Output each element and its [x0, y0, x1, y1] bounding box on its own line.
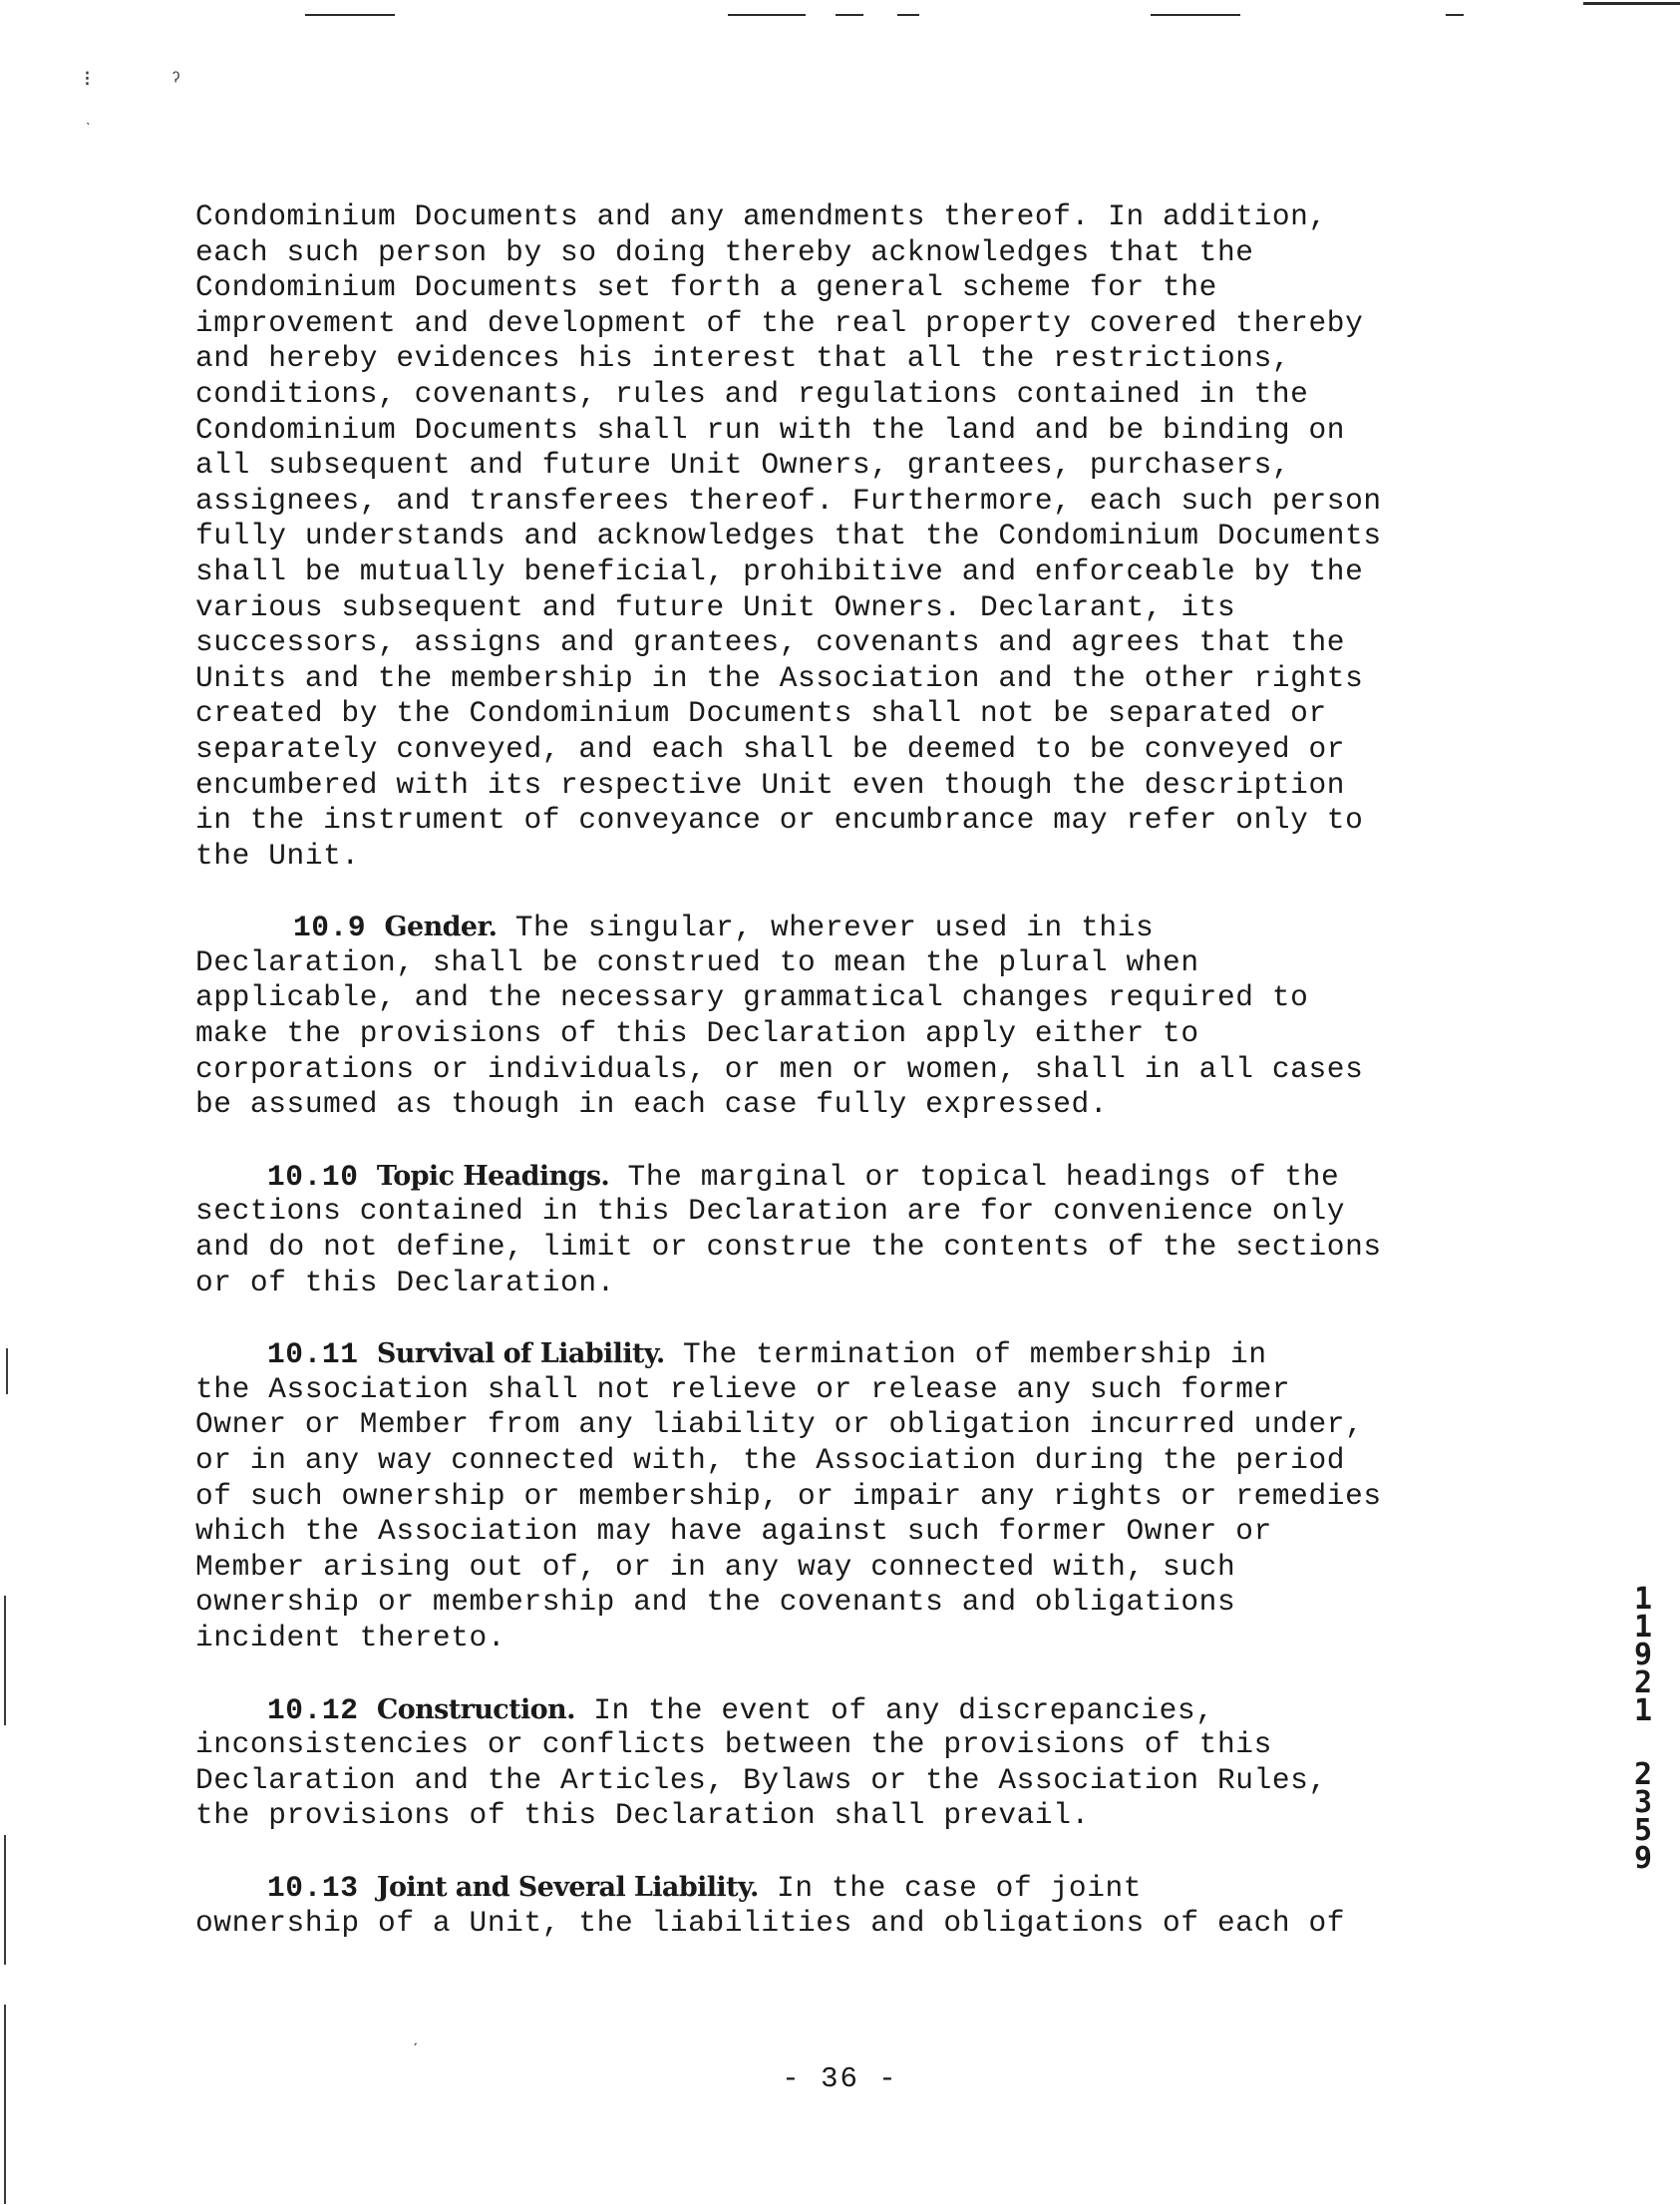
- stamp-digit: 9: [1633, 1841, 1653, 1876]
- section-text: In the event of any discrepancies,: [574, 1692, 1214, 1727]
- scan-artifact-line: [1151, 14, 1240, 16]
- section-first-line: [195, 1336, 1512, 1372]
- text-line: created by the Condominium Documents shall not be separated or: [195, 696, 1327, 731]
- section-heading: Gender.: [384, 912, 498, 943]
- text-line: in the instrument of conveyance or encumbrance may refer only to: [195, 803, 1364, 838]
- text-line: separately conveyed, and each shall be deemed to be conveyed or: [195, 731, 1346, 766]
- text-line: Owner or Member from any liability or obligation incurred under,: [195, 1407, 1364, 1442]
- section-text: The termination of membership in: [664, 1337, 1267, 1372]
- text-line: each such person by so doing thereby acknowledges that the: [195, 234, 1254, 269]
- scan-speck: ˏ: [411, 2029, 421, 2047]
- section-number: 10.9: [293, 911, 367, 945]
- section-first-line: [195, 1692, 1512, 1728]
- recording-stamp: [1623, 1582, 1663, 1876]
- scan-artifact-line: [836, 14, 863, 16]
- text-line: Units and the membership in the Association and the other rights: [195, 660, 1364, 695]
- text-line: Declaration, shall be construed to mean the plural when: [195, 944, 1199, 979]
- scan-artifact-line: [1446, 14, 1464, 16]
- text-line: Member arising out of, or in any way connected with, such: [195, 1549, 1236, 1584]
- paragraph-gap: [195, 1834, 1512, 1870]
- section-heading: Survival of Liability.: [376, 1338, 665, 1370]
- section-10-13: [195, 1870, 1512, 1941]
- section-10-9: [195, 910, 1512, 1123]
- section-heading: Topic Headings.: [376, 1160, 610, 1192]
- text-line: assignees, and transferees thereof. Furthermore, each such person: [195, 483, 1382, 518]
- text-line: Declaration and the Articles, Bylaws or the Association Rules,: [195, 1762, 1327, 1797]
- section-10-12: [195, 1692, 1512, 1834]
- section-heading: Joint and Several Liability.: [376, 1871, 759, 1903]
- section-first-line: [195, 910, 1512, 945]
- paragraph-gap: [195, 1123, 1512, 1159]
- paragraph-gap: [195, 874, 1512, 910]
- opening-paragraph: [195, 199, 1512, 874]
- section-10-10: [195, 1159, 1512, 1300]
- stamp-digit: 3: [1633, 1785, 1653, 1820]
- section-first-line: [195, 1870, 1512, 1906]
- text-line: the Association shall not relieve or release any such former: [195, 1371, 1291, 1406]
- section-heading: Construction.: [376, 1693, 575, 1725]
- scan-artifact-vline: [4, 2005, 6, 2204]
- section-number: 10.10: [267, 1159, 359, 1194]
- page-number: - 36 -: [782, 2062, 898, 2095]
- text-line: incident thereto.: [195, 1620, 506, 1654]
- stamp-digit: 1: [1633, 1693, 1653, 1728]
- text-line: and do not define, limit or construe the contents of the sections: [195, 1230, 1382, 1265]
- text-line: the provisions of this Declaration shall prevail.: [195, 1798, 1090, 1833]
- scan-artifact-vline: [4, 1596, 6, 1725]
- section-number: 10.13: [267, 1870, 359, 1905]
- text-line: be assumed as though in each case fully expressed.: [195, 1087, 1109, 1122]
- section-number: 10.11: [267, 1337, 359, 1372]
- scan-speck: ⁝: [84, 68, 91, 93]
- text-line: ownership of a Unit, the liabilities and obligations of each of: [195, 1905, 1346, 1940]
- stamp-digit: 9: [1633, 1638, 1653, 1672]
- text-line: Condominium Documents and any amendments thereof. In addition,: [195, 199, 1327, 233]
- text-line: improvement and development of the real property covered thereby: [195, 305, 1364, 340]
- scan-artifact-vline: [6, 1348, 8, 1394]
- scan-artifact-line: [1583, 2, 1680, 5]
- text-line: fully understands and acknowledges that the Condominium Documents: [195, 519, 1382, 553]
- text-line: successors, assigns and grantees, covenants and agrees that the: [195, 625, 1346, 660]
- paragraph-gap: [195, 1656, 1512, 1692]
- text-line: all subsequent and future Unit Owners, grantees, purchasers,: [195, 448, 1291, 483]
- section-number: 10.12: [267, 1692, 359, 1727]
- text-line: encumbered with its respective Unit even though the description: [195, 767, 1346, 802]
- section-text: The singular, wherever used in this: [497, 911, 1155, 945]
- text-line: applicable, and the necessary grammatical changes required to: [195, 980, 1309, 1015]
- stamp-digit: 1: [1633, 1582, 1653, 1617]
- section-first-line: [195, 1159, 1512, 1195]
- stamp-digit: 5: [1633, 1813, 1653, 1848]
- text-line: ownership or membership and the covenants and obligations: [195, 1585, 1236, 1620]
- scan-speck: ˎ: [84, 111, 93, 127]
- document-body: [195, 199, 1512, 1941]
- text-line: Condominium Documents set forth a general scheme for the: [195, 270, 1217, 305]
- scan-artifact-line: [728, 14, 806, 16]
- text-line: or of this Declaration.: [195, 1265, 615, 1299]
- section-10-11: [195, 1336, 1512, 1655]
- section-text: In the case of joint: [758, 1870, 1143, 1905]
- stamp-digit: 2: [1633, 1757, 1653, 1792]
- text-line: of such ownership or membership, or impair any rights or remedies: [195, 1478, 1382, 1513]
- scan-artifact-line: [897, 14, 919, 16]
- text-line: and hereby evidences his interest that all the restrictions,: [195, 341, 1291, 376]
- text-line: inconsistencies or conflicts between the provisions of this: [195, 1727, 1272, 1762]
- text-line: various subsequent and future Unit Owners. Declarant, its: [195, 589, 1236, 624]
- text-line: conditions, covenants, rules and regulations contained in the: [195, 376, 1309, 411]
- stamp-digit: 1: [1633, 1610, 1653, 1645]
- text-line: make the provisions of this Declaration apply either to: [195, 1016, 1199, 1051]
- paragraph-gap: [195, 1300, 1512, 1336]
- section-text: The marginal or topical headings of the: [609, 1159, 1340, 1194]
- scan-artifact-vline: [4, 1835, 6, 1965]
- text-line: or in any way connected with, the Association during the period: [195, 1443, 1346, 1477]
- scan-artifact-line: [305, 14, 395, 16]
- scan-speck: ˀ: [169, 70, 183, 95]
- text-line: shall be mutually beneficial, prohibitive and enforceable by the: [195, 553, 1364, 588]
- text-line: which the Association may have against such former Owner or: [195, 1514, 1272, 1549]
- text-line: the Unit.: [195, 838, 360, 873]
- text-line: sections contained in this Declaration are for convenience only: [195, 1194, 1346, 1229]
- stamp-digit: 2: [1633, 1665, 1653, 1700]
- stamp-gap: [1623, 1725, 1663, 1761]
- text-line: corporations or individuals, or men or women, shall in all cases: [195, 1051, 1364, 1086]
- text-line: Condominium Documents shall run with the land and be binding on: [195, 412, 1346, 447]
